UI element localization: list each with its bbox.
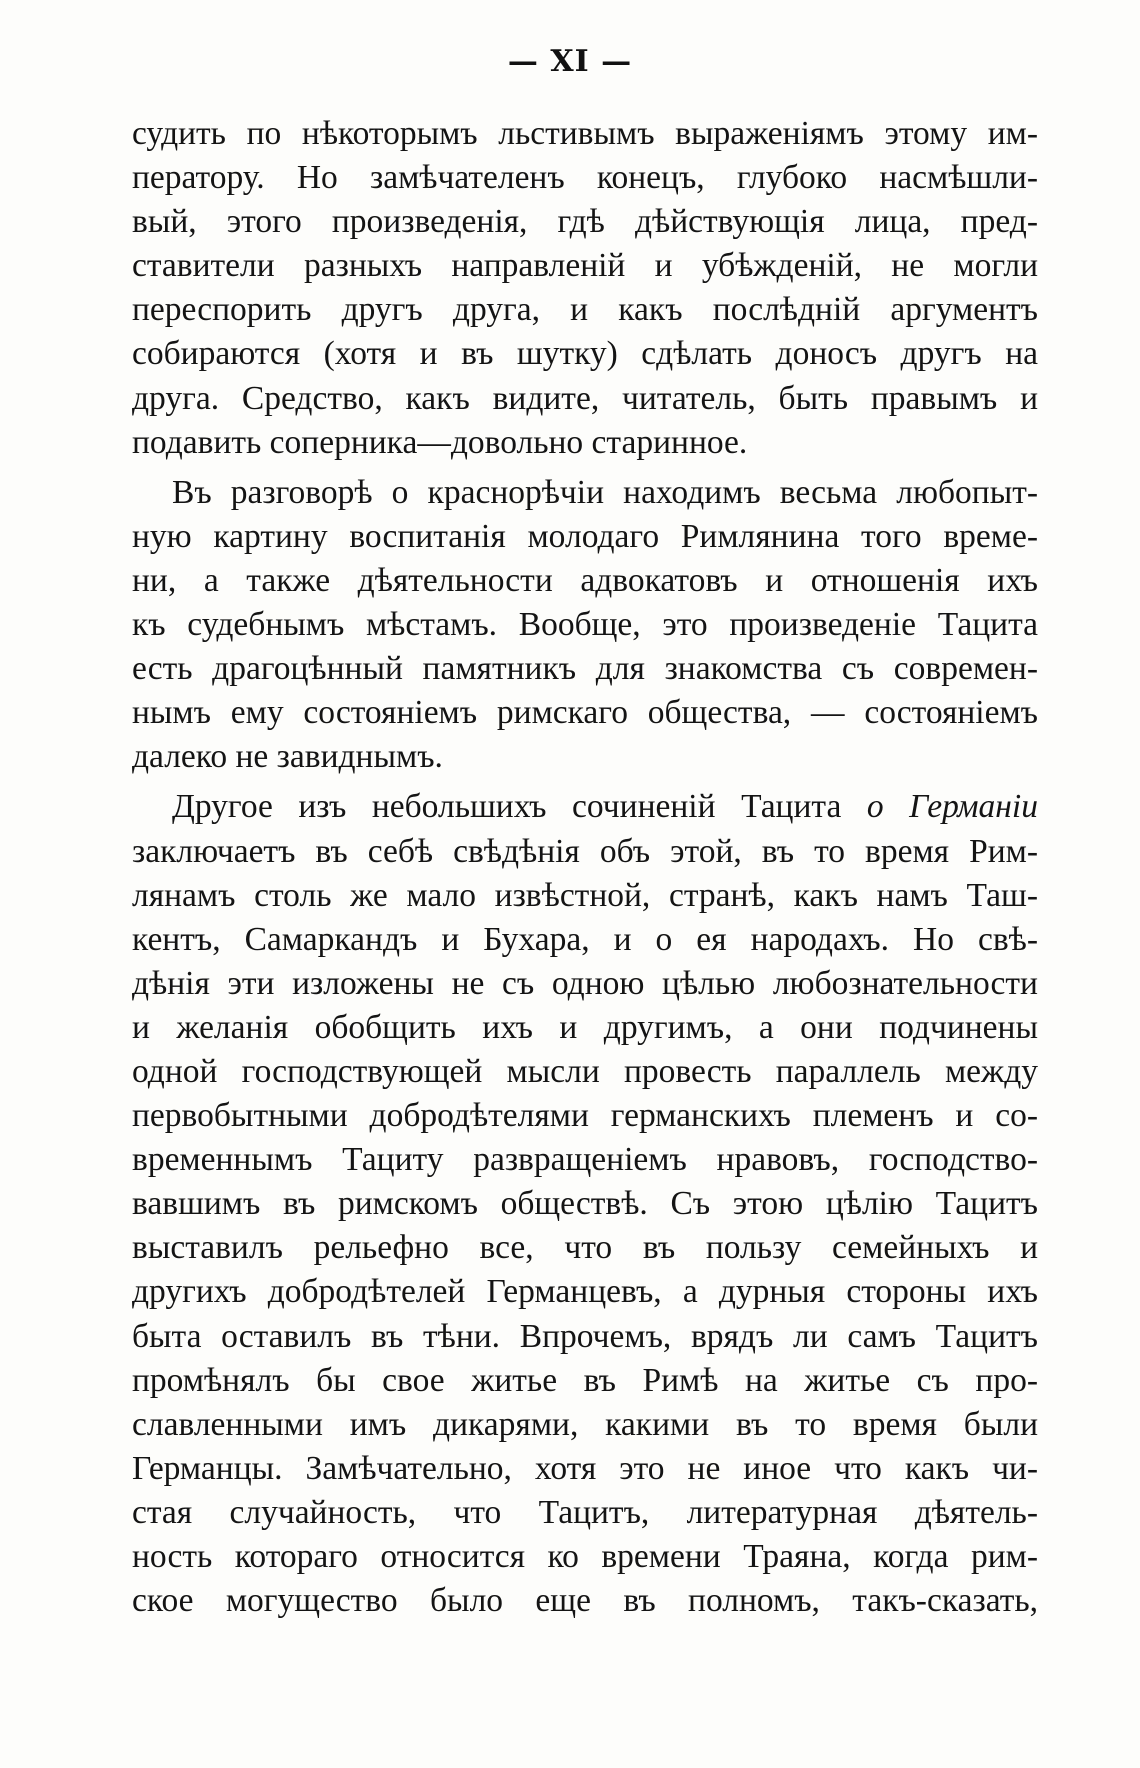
italic-title: о Германіи: [866, 788, 1038, 826]
text-line: другихъ добродѣтелей Германцевъ, а дурныя стороны ихъ: [132, 1273, 1038, 1311]
text-line: ную картину воспитанія молодаго Римлянина того време-: [132, 517, 1038, 555]
text-line: вавшимъ въ римскомъ обществѣ. Съ этою цѣлію Тацитъ: [132, 1185, 1038, 1223]
body-text: [132, 112, 1038, 1623]
paragraph-1: [132, 112, 1038, 465]
text-line: ность котораго относится ко времени Траяна, когда рим-: [132, 1538, 1038, 1575]
text-line: есть драгоцѣнный памятникъ для знакомства съ современ-: [132, 650, 1038, 688]
page-number: — XI —: [507, 44, 633, 79]
text-line: переспорить другъ друга, и какъ послѣдній аргументъ: [132, 291, 1038, 329]
text-line: выставилъ рельефно все, что въ пользу семейныхъ и: [132, 1229, 1038, 1267]
text-run: Другое изъ небольшихъ сочиненій Тацита: [172, 788, 867, 826]
paragraph-3: [132, 785, 1038, 1623]
text-line: судить по нѣкоторымъ льстивымъ выраженіямъ этому им-: [132, 115, 1038, 152]
text-line: Въ разговорѣ о краснорѣчіи находимъ весьма любопыт-: [172, 473, 1038, 511]
text-line: славленными имъ дикарями, какими въ то время были: [132, 1405, 1038, 1443]
text-line: подавить соперника—довольно старинное.: [132, 423, 748, 461]
text-line: Германцы. Замѣчательно, хотя это не иное что какъ чи-: [132, 1449, 1038, 1487]
text-line: далеко не завиднымъ.: [132, 738, 443, 776]
text-line: и желанія обобщить ихъ и другимъ, а они подчинены: [132, 1008, 1038, 1046]
paragraph-2: [132, 471, 1038, 780]
text-line: быта оставилъ въ тѣни. Впрочемъ, врядъ ли самъ Тацитъ: [132, 1317, 1038, 1355]
text-line: нымъ ему состояніемъ римскаго общества, — состояніемъ: [132, 694, 1038, 732]
text-line: стая случайность, что Тацитъ, литературная дѣятель-: [132, 1493, 1038, 1531]
text-line: заключаетъ въ себѣ свѣдѣнія объ этой, въ то время Рим-: [132, 832, 1038, 870]
text-line: къ судебнымъ мѣстамъ. Вообще, это произведеніе Тацита: [132, 606, 1038, 644]
text-line: дѣнія эти изложены не съ одною цѣлью любознательности: [132, 964, 1038, 1002]
text-line: друга. Средство, какъ видите, читатель, быть правымъ и: [132, 379, 1038, 417]
text-line: вый, этого произведенія, гдѣ дѣйствующія лица, пред-: [132, 203, 1038, 241]
text-line: собираются (хотя и въ шутку) сдѣлать доносъ другъ на: [132, 335, 1038, 373]
text-line: [132, 785, 1038, 829]
text-line: временнымъ Тациту развращеніемъ нравовъ, господство-: [132, 1141, 1038, 1179]
text-line: кентъ, Самаркандъ и Бухара, и о ея народахъ. Но свѣ-: [132, 920, 1038, 958]
text-line: лянамъ столь же мало извѣстной, странѣ, какъ намъ Таш-: [132, 876, 1038, 914]
text-line: ское могущество было еще въ полномъ, такъ-сказать,: [132, 1582, 1038, 1620]
text-line: одной господствующей мысли провесть параллель между: [132, 1052, 1038, 1090]
text-line: первобытными добродѣтелями германскихъ племенъ и со-: [132, 1097, 1038, 1135]
text-line: ставители разныхъ направленій и убѣжденій, не могли: [132, 247, 1038, 285]
text-line: ператору. Но замѣчателенъ конецъ, глубоко насмѣшли-: [132, 159, 1038, 197]
text-line: ни, а также дѣятельности адвокатовъ и отношенія ихъ: [132, 561, 1038, 599]
text-line: промѣнялъ бы свое житье въ Римѣ на житье съ про-: [132, 1361, 1038, 1399]
